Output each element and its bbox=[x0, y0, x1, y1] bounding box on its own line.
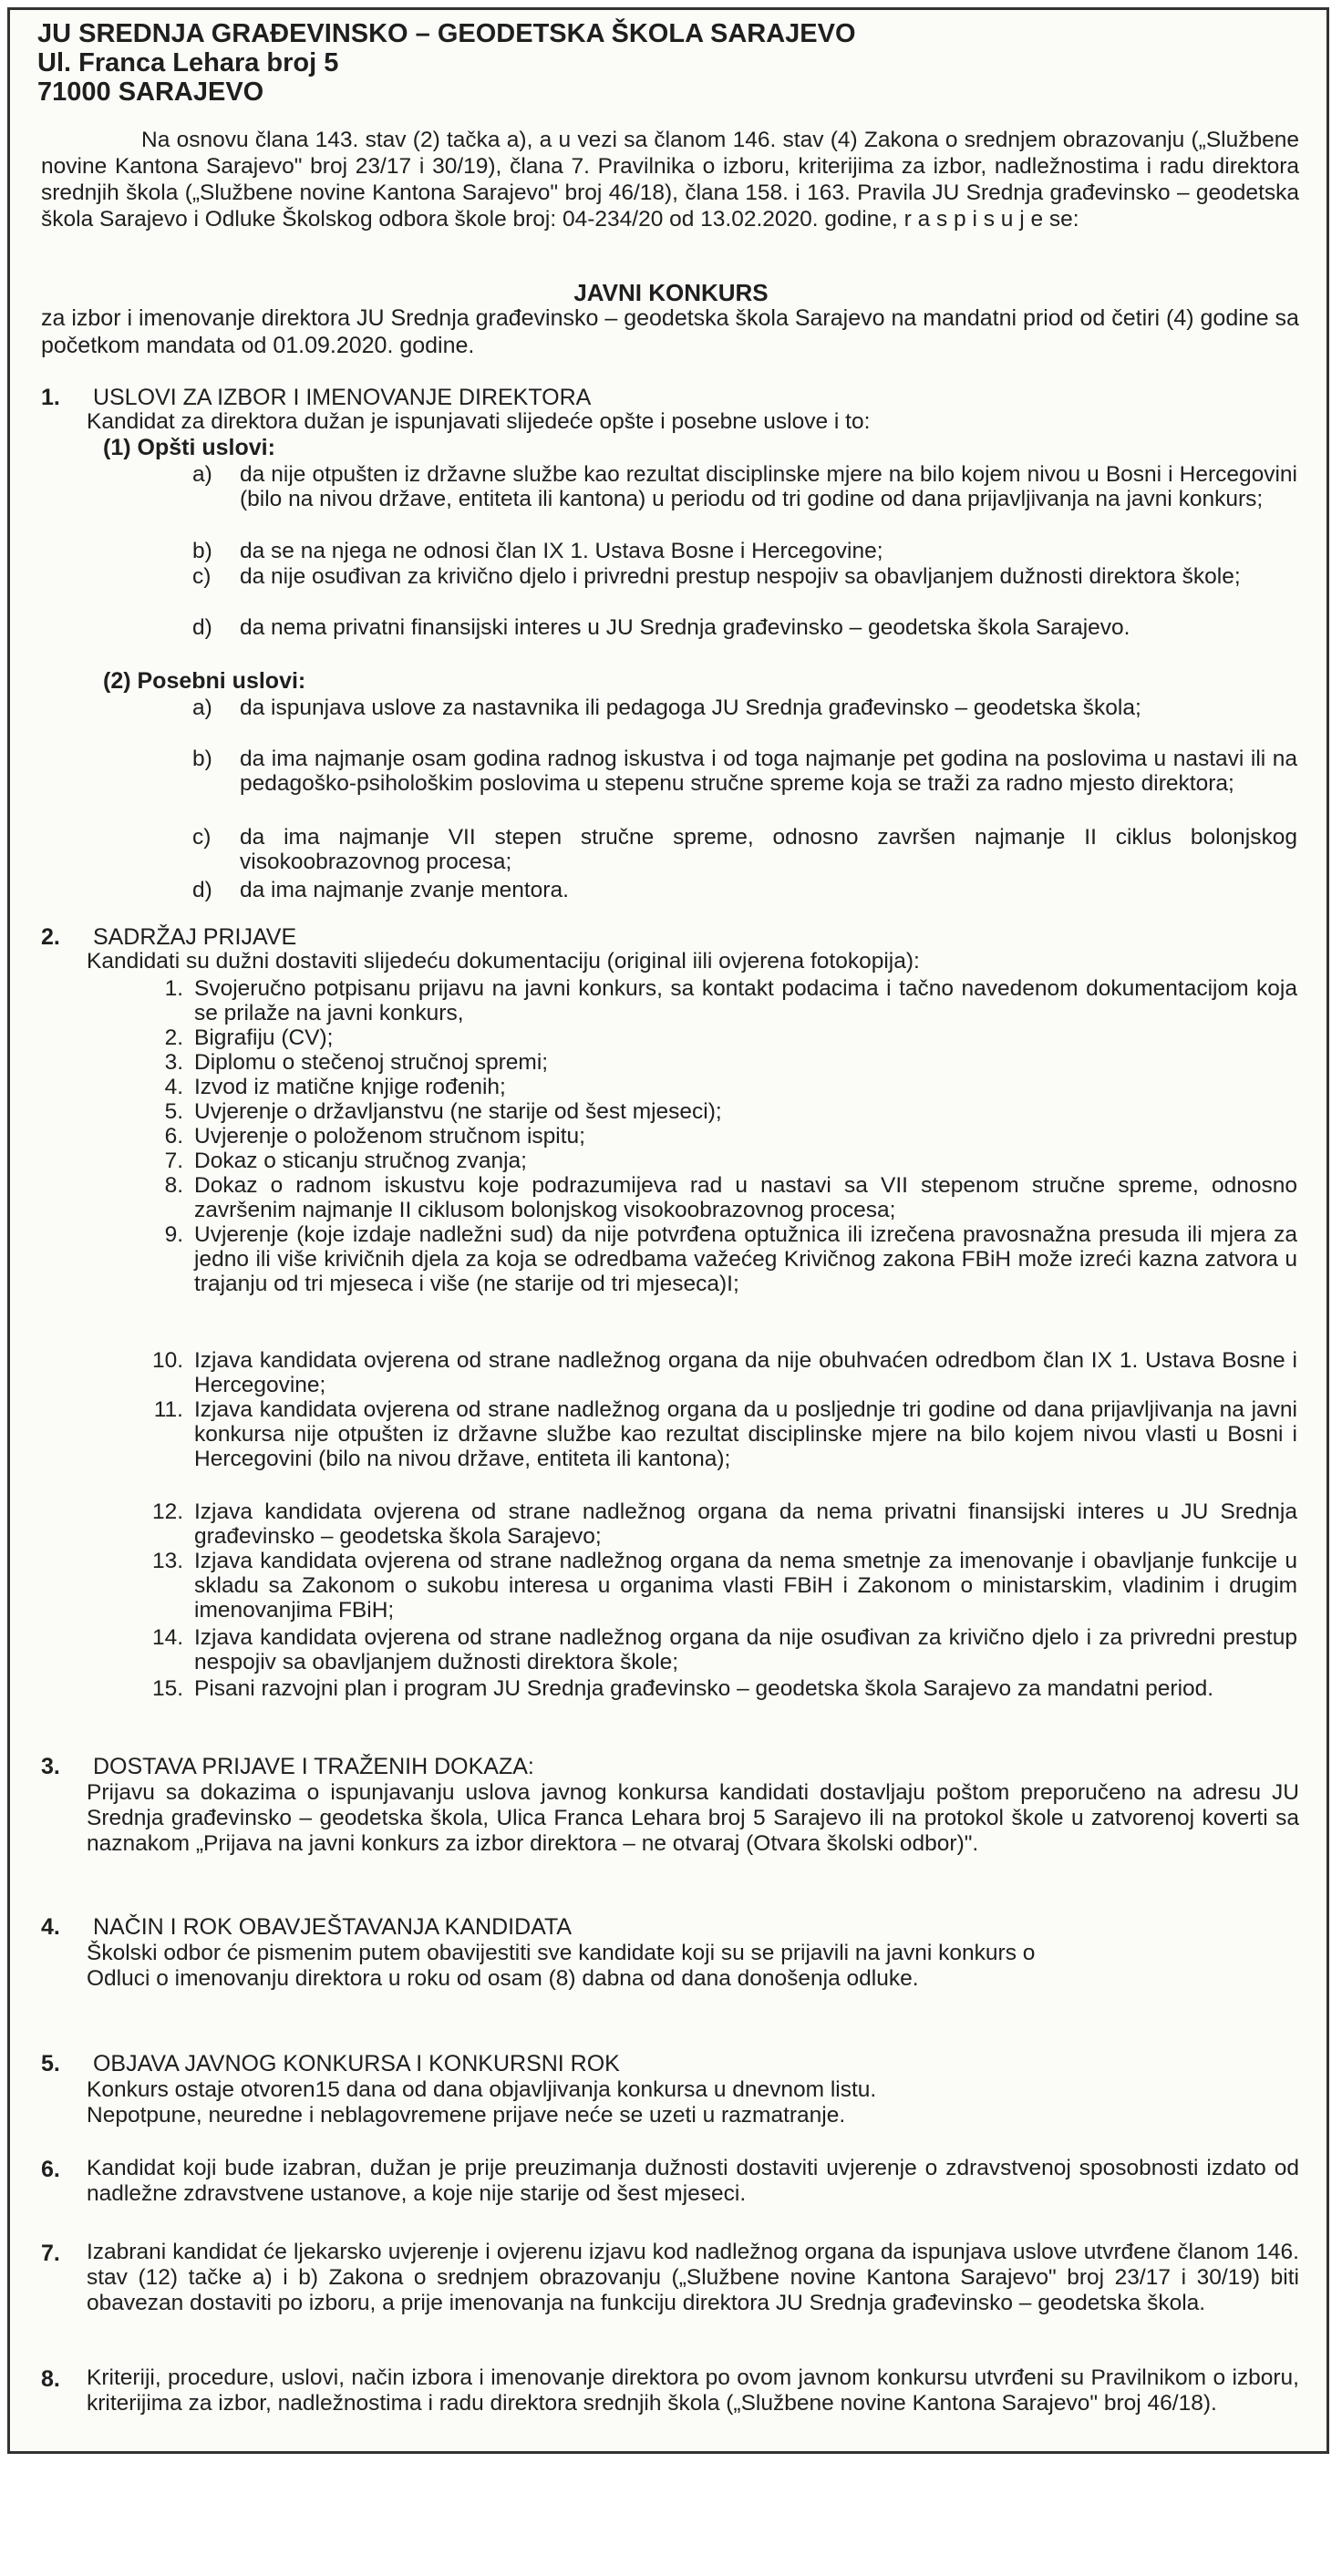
section-number: 4. bbox=[41, 1914, 60, 1940]
section-number: 7. bbox=[41, 2241, 60, 2266]
list-item bbox=[151, 1625, 1297, 1674]
item-label: b) bbox=[192, 747, 212, 771]
item-label: 12. bbox=[151, 1499, 183, 1524]
item-text: Pisani razvojni plan i program JU Srednja građevinsko – geodetska škola Sarajevo za mandatni period. bbox=[194, 1676, 1214, 1701]
section-title: SADRŽAJ PRIJAVE bbox=[92, 924, 297, 950]
item-text: da ima najmanje zvanje mentora. bbox=[240, 878, 569, 902]
section-6-heading bbox=[41, 2156, 87, 2183]
item-text: Uvjerenje o položenom stručnom ispitu; bbox=[194, 1124, 585, 1149]
section-7-heading bbox=[41, 2240, 87, 2267]
section-8-heading bbox=[41, 2365, 87, 2393]
item-text: Diplomu o stečenoj stručnoj spremi; bbox=[194, 1050, 549, 1075]
item-text: Izjava kandidata ovjerena od strane nadležnog organa da nema privatni finansijski interes u JU Srednja građevinsko – geodetska škola Sarajevo; bbox=[194, 1499, 1297, 1549]
list-item bbox=[164, 1173, 1297, 1222]
section-2-text: Kandidati su dužni dostaviti slijedeću dokumentaciju (original iili ovjerena fotokopija): bbox=[87, 949, 920, 974]
item-text: da ima najmanje osam godina radnog iskustva i od toga najmanje pet godina na poslovima u nastavi ili na pedagoško-psihološkim poslovima u stepenu stručne spreme koja se traži za radno mjesto direktora; bbox=[240, 747, 1297, 796]
item-text: da ima najmanje VII stepen stručne spreme, odnosno završen najmanje II ciklus bolonjskog visokoobrazovnog procesa; bbox=[240, 825, 1297, 874]
item-label: a) bbox=[192, 696, 212, 720]
section-title: DOSTAVA PRIJAVE I TRAŽENIH DOKAZA: bbox=[92, 1754, 534, 1779]
list-item bbox=[151, 1348, 1297, 1397]
section-title: NAČIN I ROK OBAVJEŠTAVANJA KANDIDATA bbox=[92, 1914, 573, 1940]
section-number: 3. bbox=[41, 1754, 60, 1779]
section-5-text-1: Konkurs ostaje otvoren15 dana od dana objavljivanja konkursa u dnevnom listu. bbox=[87, 2077, 877, 2102]
section-4-text: Školski odbor će pismenim putem obavijestiti sve kandidate koji su se prijavili na javni konkurs o Odluci o imenovanju direktora u roku od osam (8) dabna od dana donošenja odluke. bbox=[87, 1941, 1036, 1991]
item-text: da nije otpušten iz državne službe kao rezultat disciplinske mjere na bilo kojem nivou u Bosni i Hercegovini (bilo na nivou države, entiteta ili kantona) u periodu od tri godine od dana prijavljivanja na javni konkurs; bbox=[240, 462, 1297, 511]
item-text: Uvjerenje o državljanstvu (ne starije od šest mjeseci); bbox=[194, 1099, 722, 1124]
list-item bbox=[192, 462, 1297, 511]
list-item bbox=[192, 747, 1297, 796]
item-text: Dokaz o radnom iskustvu koje podrazumijeva rad u nastavi sa VII stepenom stručne spreme, odnosno završenim najmanje II ciklusom bolonjskog visokoobrazovnog procesa; bbox=[194, 1173, 1297, 1222]
item-label: 13. bbox=[151, 1549, 183, 1573]
item-text: da nije osuđivan za krivično djelo i privredni prestup nespojiv sa obavljanjem dužnosti direktora škole; bbox=[240, 564, 1241, 589]
section-3-heading bbox=[41, 1753, 534, 1780]
school-header bbox=[37, 19, 856, 107]
item-text: da se na njega ne odnosi član IX 1. Ustava Bosne i Hercegovine; bbox=[240, 539, 883, 563]
item-text: Svojeručno potpisanu prijavu na javni konkurs, sa kontakt podacima i tačno navedenom dokumentacijom koja se prilaže na javni konkurs, bbox=[194, 976, 1297, 1025]
section-1-text: Kandidat za direktora dužan je ispunjavati slijedeće opšte i posebne uslove i to: bbox=[87, 409, 871, 434]
item-label: c) bbox=[192, 825, 212, 850]
section-3-text: Prijavu sa dokazima o ispunjavanju uslova javnog konkursa kandidati dostavljaju poštom preporučeno na adresu JU Srednja građevinsko – geodetska škola, Ulica Franca Lehara broj 5 Sarajevo ili na protokol škole u zatvorenoj koverti sa naznakom „Prijava na javni konkurs za izbor direktora – ne otvaraj (Otvara školski odbor)". bbox=[87, 1780, 1299, 1856]
section-5-text-2: Nepotpune, neuredne i neblagovremene prijave neće se uzeti u razmatranje. bbox=[87, 2103, 846, 2128]
school-city: 71000 SARAJEVO bbox=[37, 77, 264, 107]
item-label: b) bbox=[192, 539, 212, 563]
item-label: 1. bbox=[164, 976, 183, 1001]
general-conditions-heading: (1) Opšti uslovi: bbox=[103, 435, 275, 460]
item-text: Izjava kandidata ovjerena od strane nadležnog organa da u posljednje tri godine od dana prijavljivanja na javni konkursa nije otpušten iz državne službe kao rezultat disciplinske mjere na bilo kojem nivou vlasti u Bosni i Hercegovini (bilo na nivou države, entiteta ili kantona); bbox=[194, 1397, 1297, 1471]
list-item bbox=[164, 1124, 1297, 1149]
section-2-heading bbox=[41, 923, 296, 951]
list-item bbox=[164, 1075, 1297, 1099]
item-label: 5. bbox=[164, 1099, 183, 1124]
section-8-text: Kriteriji, procedure, uslovi, način izbora i imenovanje direktora po ovom javnom konkursu utvrđeni su Pravilnikom o izboru, kriterijima za izbor, nadležnostima i radu direktora srednjih škola („Službene novine Kantona Sarajevo" broj 46/18). bbox=[87, 2365, 1299, 2416]
special-conditions-heading: (2) Posebni uslovi: bbox=[103, 668, 306, 694]
section-7-text: Izabrani kandidat će ljekarsko uvjerenje i ovjerenu izjavu kod nadležnog organa da ispunjava uslove utvrđene članom 146. stav (12) tačke a) i b) Zakona o srednjem obrazovanju („Službene novine Kantona Sarajevo" broj 23/17 i 30/19) biti obavezan dostaviti po izboru, a prije imenovanja na funkciju direktora JU Srednja građevinsko – geodetska škola. bbox=[87, 2240, 1299, 2315]
item-text: da ispunjava uslove za nastavnika ili pedagoga JU Srednja građevinsko – geodetska škola; bbox=[240, 696, 1141, 720]
item-label: a) bbox=[192, 462, 212, 487]
section-title: OBJAVA JAVNOG KONKURSA I KONKURSNI ROK bbox=[92, 2051, 620, 2076]
item-text: Dokaz o sticanju stručnog zvanja; bbox=[194, 1149, 527, 1173]
item-label: 3. bbox=[164, 1050, 183, 1075]
list-item bbox=[153, 1397, 1297, 1471]
item-label: 11. bbox=[153, 1397, 183, 1422]
item-label: 15. bbox=[151, 1676, 183, 1701]
list-item bbox=[192, 564, 1297, 589]
item-text: Izjava kandidata ovjerena od strane nadležnog organa da nije obuhvaćen odredbom član IX 1. Ustava Bosne i Hercegovine; bbox=[194, 1348, 1297, 1397]
section-4-heading bbox=[41, 1913, 572, 1941]
list-item bbox=[192, 825, 1297, 874]
list-item bbox=[192, 696, 1297, 720]
list-item bbox=[164, 1025, 1297, 1050]
item-label: d) bbox=[192, 878, 212, 902]
list-item bbox=[164, 1149, 1297, 1173]
item-label: c) bbox=[192, 564, 212, 589]
item-label: d) bbox=[192, 615, 212, 640]
section-number: 5. bbox=[41, 2051, 60, 2076]
list-item bbox=[164, 1050, 1297, 1075]
list-item bbox=[192, 539, 1297, 563]
item-label: 10. bbox=[151, 1348, 183, 1373]
section-number: 2. bbox=[41, 924, 60, 950]
item-label: 7. bbox=[164, 1149, 183, 1173]
item-label: 14. bbox=[151, 1625, 183, 1650]
document-title: JAVNI KONKURS bbox=[573, 279, 769, 306]
item-label: 4. bbox=[164, 1075, 183, 1099]
item-label: 2. bbox=[164, 1025, 183, 1050]
section-title: USLOVI ZA IZBOR I IMENOVANJE DIREKTORA bbox=[92, 385, 592, 410]
item-text: Uvjerenje (koje izdaje nadležni sud) da nije potvrđena optužnica ili izrečena pravosnažna presuda ili mjera za jedno ili više krivičnih djela za koja se odredbama važećeg Krivičnog zakona FBiH može izreći kazna zatvora u trajanju od tri mjeseca i više (ne starije od tri mjeseca)I; bbox=[194, 1222, 1297, 1296]
notice-page bbox=[7, 7, 1329, 2454]
item-label: 9. bbox=[164, 1222, 183, 1247]
section-number: 1. bbox=[41, 385, 60, 410]
list-item bbox=[151, 1499, 1297, 1549]
list-item bbox=[164, 1222, 1297, 1296]
section-6-text: Kandidat koji bude izabran, dužan je prije preuzimanja dužnosti dostaviti uvjerenje o zdravstvenoj sposobnosti izdato od nadležne zdravstvene ustanove, a koje nije starije od šest mjeseci. bbox=[87, 2156, 1299, 2206]
list-item bbox=[192, 615, 1297, 640]
list-item bbox=[192, 878, 1297, 902]
legal-basis-paragraph: Na osnovu člana 143. stav (2) tačka a), a u vezi sa članom 146. stav (4) Zakona o srednjem obrazovanju („Službene novine Kantona Sarajevo" broj 23/17 i 30/19), člana 7. Pravilnika o izboru, kriterijima za izbor, nadležnostima i radu direktora srednjih škola („Službene novine Kantona Sarajevo" broj 46/18), člana 158. i 163. Pravila JU Srednja građevinsko – geodetska škola Sarajevo i Odluke Školskog odbora škole broj: 04-234/20 od 13.02.2020. godine, r a s p i s u j e se: bbox=[41, 128, 1299, 232]
list-item bbox=[164, 976, 1297, 1025]
section-1-heading bbox=[41, 384, 591, 411]
document-subtitle: za izbor i imenovanje direktora JU Srednja građevinsko – geodetska škola Sarajevo na mandatni priod od četiri (4) godine sa početkom mandata od 01.09.2020. godine. bbox=[41, 305, 1299, 358]
item-label: 6. bbox=[164, 1124, 183, 1149]
list-item bbox=[164, 1099, 1297, 1124]
item-text: Bigrafiju (CV); bbox=[194, 1025, 334, 1050]
school-name: JU SREDNJA GRAĐEVINSKO – GEODETSKA ŠKOLA SARAJEVO bbox=[37, 19, 856, 48]
section-5-heading bbox=[41, 2050, 620, 2077]
list-item bbox=[151, 1549, 1297, 1623]
list-item bbox=[151, 1676, 1297, 1701]
item-text: Izvod iz matične knjige rođenih; bbox=[194, 1075, 506, 1099]
item-text: Izjava kandidata ovjerena od strane nadležnog organa da nije osuđivan za krivično djelo i za privredni prestup nespojiv sa obavljanjem dužnosti direktora škole; bbox=[194, 1625, 1297, 1674]
section-number: 8. bbox=[41, 2366, 60, 2392]
item-label: 8. bbox=[164, 1173, 183, 1198]
item-text: da nema privatni finansijski interes u JU Srednja građevinsko – geodetska škola Sarajevo. bbox=[240, 615, 1130, 640]
section-number: 6. bbox=[41, 2157, 60, 2182]
item-text: Izjava kandidata ovjerena od strane nadležnog organa da nema smetnje za imenovanje i obavljanje funkcije u skladu sa Zakonom o sukobu interesa u organima vlasti FBiH i Zakonom o ministarskim, vladinim i drugim imenovanjima FBiH; bbox=[194, 1549, 1297, 1623]
school-street: Ul. Franca Lehara broj 5 bbox=[37, 48, 339, 77]
